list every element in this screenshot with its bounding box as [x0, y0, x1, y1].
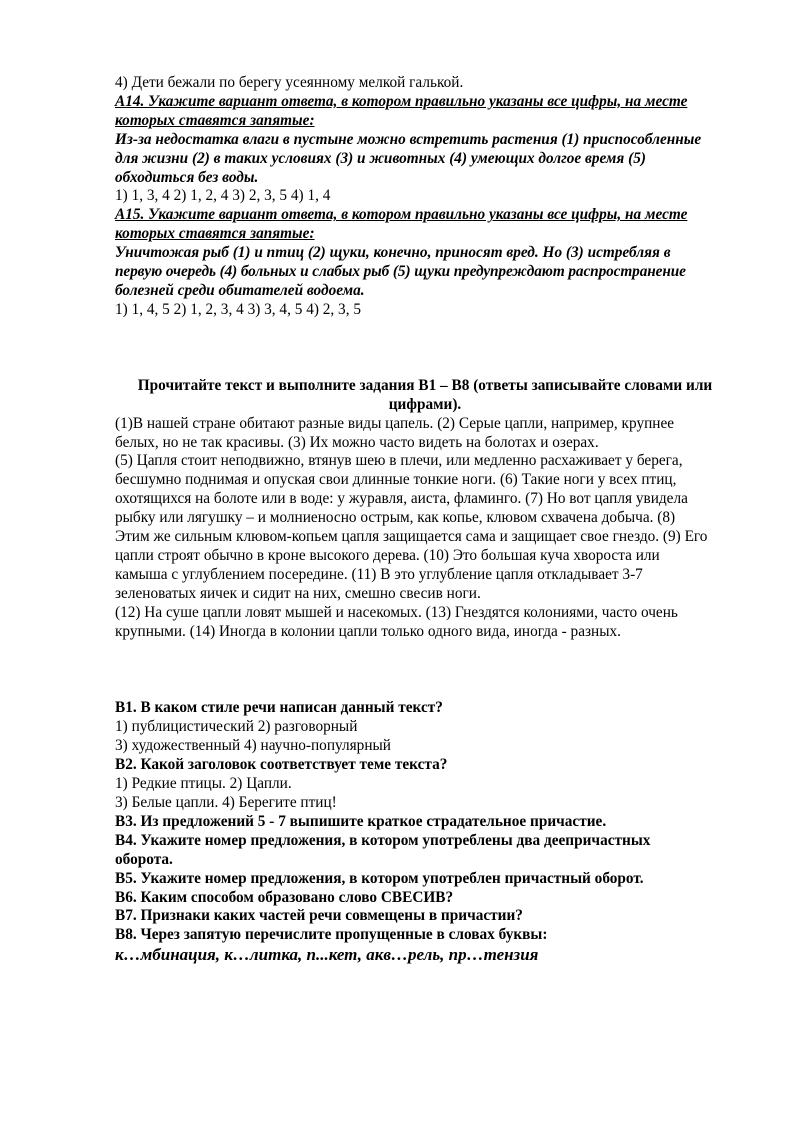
text-line: (12) На суше цапли ловят мышей и насекомых. (13) Гнездятся колониями, часто очень: [115, 603, 678, 621]
b5-question: В5. Укажите номер предложения, в котором употреблен причастный оборот.: [115, 869, 644, 887]
a13-option-4: 4) Дети бежали по берегу усеянному мелкой галькой.: [115, 74, 464, 91]
a14-options: 1) 1, 3, 4 2) 1, 2, 4 3) 2, 3, 5 4) 1, 4: [115, 187, 331, 205]
a14-question-title: А14. Укажите вариант ответа, в котором правильно указаны все цифры, на месте: [115, 92, 688, 110]
a14-question-title-cont: которых ставятся запятые:: [115, 111, 315, 129]
b2-question: В2. Какой заголовок соответствует теме текста?: [115, 756, 448, 774]
b2-options-cont: 3) Белые цапли. 4) Берегите птиц!: [115, 794, 337, 811]
b1-options-cont: 3) художественный 4) научно-популярный: [115, 737, 391, 755]
text-line: (1)В нашей стране обитают разные виды цапель. (2) Серые цапли, например, крупнее: [115, 414, 675, 432]
text-line: Этим же сильным клювом-копьем цапля защищается сама и защищает свое гнездо. (9) Его: [115, 528, 708, 546]
b3-question: В3. Из предложений 5 - 7 выпишите краткое страдательное причастие.: [115, 812, 607, 830]
a14-sentence-end: обходиться без воды.: [115, 168, 259, 186]
text-line: зеленоватых яичек и сидит на них, смешно свесив ноги.: [115, 584, 481, 602]
a15-question-title-cont: которых ставятся запятые:: [115, 225, 315, 243]
text-line: камыша с углублением посередине. (11) В это углубление цапля откладывает 3-7: [115, 565, 643, 583]
text-line: цапли строят обычно в кроне высокого дерева. (10) Это большая куча хвороста или: [115, 546, 660, 564]
b6-question: В6. Каким способом образовано слово СВЕСИВ?: [115, 888, 454, 906]
b8-question: В8. Через запятую перечислите пропущенные в словах буквы:: [115, 926, 548, 944]
section-gap: [115, 641, 735, 699]
text-line: рыбку или лягушку – и молниеносно острым, как копье, клювом схвачена добыча. (8): [115, 509, 676, 527]
text-line: охотящихся на болоте или в воде: у журавля, аиста, фламинго. (7) Но вот цапля увидела: [115, 490, 688, 508]
b8-words: к…мбинация, к…литка, п...кет, акв…рель, пр…тензия: [115, 945, 539, 965]
a15-sentence-cont: первую очередь (4) больных и слабых рыб (5) щуки предупреждают распространение: [115, 263, 686, 281]
instruction-heading-cont: цифрами).: [388, 395, 462, 413]
b1-options: 1) публицистический 2) разговорный: [115, 718, 358, 736]
a15-question-title: А15. Укажите вариант ответа, в котором правильно указаны все цифры, на месте: [115, 206, 688, 224]
section-gap: [115, 320, 735, 377]
a15-sentence-end: болезней среди обитателей водоема.: [115, 281, 365, 299]
a15-sentence: Уничтожая рыб (1) и птиц (2) щуки, конечно, приносят вред. Но (3) истребляя в: [115, 244, 671, 262]
b7-question: В7. Признаки каких частей речи совмещены в причастии?: [115, 907, 523, 925]
document-page: [115, 74, 735, 965]
a15-options: 1) 1, 4, 5 2) 1, 2, 3, 4 3) 3, 4, 5 4) 2, 3, 5: [115, 300, 362, 318]
reading-text: [115, 415, 735, 642]
a14-sentence: Из-за недостатка влаги в пустыне можно встретить растения (1) приспособленные: [115, 130, 702, 148]
text-line: белых, но не так красивы. (3) Их можно часто видеть на болотах и озерах.: [115, 433, 599, 451]
a14-sentence-cont: для жизни (2) в таких условиях (3) и животных (4) умеющих долгое время (5): [115, 149, 646, 167]
text-line: крупными. (14) Иногда в колонии цапли только одного вида, иногда - разных.: [115, 622, 621, 640]
b2-options: 1) Редкие птицы. 2) Цапли.: [115, 775, 292, 793]
b4-question: В4. Укажите номер предложения, в котором употреблены два деепричастных: [115, 831, 651, 849]
instruction-heading: Прочитайте текст и выполните задания В1 – В8 (ответы записывайте словами или: [137, 376, 713, 394]
b4-question-cont: оборота.: [115, 850, 173, 868]
text-line: бесшумно поднимая и опуская свои длинные тонкие ноги. (6) Такие ноги у всех птиц,: [115, 471, 677, 489]
text-line: (5) Цапля стоит неподвижно, втянув шею в плечи, или медленно расхаживает у берега,: [115, 452, 683, 470]
b1-question: В1. В каком стиле речи написан данный текст?: [115, 699, 443, 717]
